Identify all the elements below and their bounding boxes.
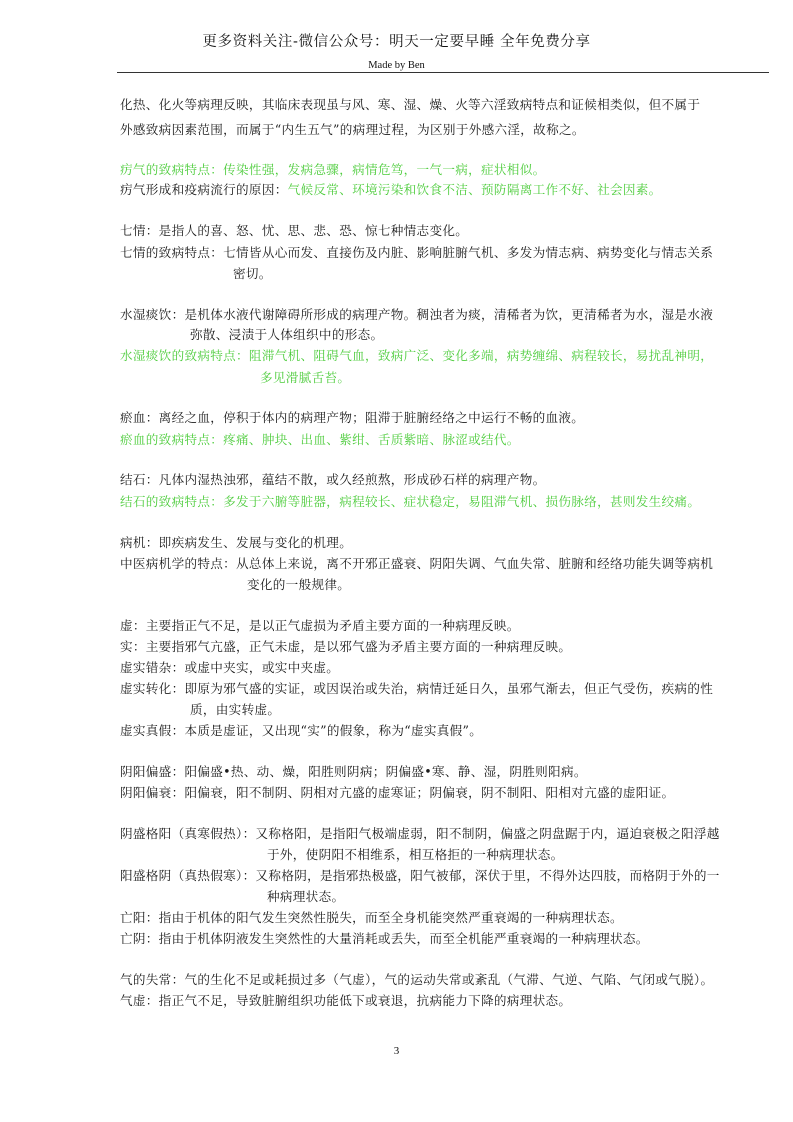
page-number: 3 (393, 1045, 400, 1057)
text-line: 化热、化火等病理反映，其临床表现虽与风、寒、湿、燥、火等六淫致病特点和证候相类似，但不属于 (120, 97, 701, 112)
text-line: 阳盛格阴（真热假寒）：又称格阴，是指邪热极盛，阳气被郁，深伏于里，不得外达四肢，而格阴于外的一 (120, 868, 720, 883)
text-line: 结石：凡体内湿热浊邪，蕴结不散，或久经煎熬，形成砂石样的病理产物。 (120, 472, 546, 487)
highlight-text: 气候反常、环境污染和饮食不洁、预防隔离工作不好、社会因素。 (287, 182, 662, 197)
text-line-label: 疠气形成和疫病流行的原因： (120, 182, 288, 197)
highlight-line: 疠气的致病特点：传染性强，发病急骤，病情危笃，一气一病，症状相似。 (120, 162, 546, 177)
text-line: 虚实错杂：或虚中夹实，或实中夹虚。 (120, 660, 340, 675)
text-line: 气的失常：气的生化不足或耗损过多（气虚），气的运动失常或紊乱（气滞、气逆、气陷、气闭或气脱）。 (120, 972, 714, 987)
text-line: 外感致病因素范围，而属于“内生五气”的病理过程，为区别于外感六淫，故称之。 (120, 122, 585, 137)
text-line: 实：主要指邪气亢盛，正气未虚，是以邪气盛为矛盾主要方面的一种病理反映。 (120, 639, 572, 654)
text-line: 种病理状态。 (267, 889, 345, 904)
text-line: 虚实转化：即原为邪气盛的实证，或因误治或失治，病情迁延日久，虽邪气渐去，但正气受伤，疾病的性 (120, 681, 714, 696)
text-line: 阴盛格阳（真寒假热）：又称格阳，是指阳气极端虚弱，阳不制阴，偏盛之阴盘踞于内，逼迫衰极之阳浮越 (120, 826, 720, 841)
text-line: 中医病机学的特点：从总体上来说，离不开邪正盛衰、阴阳失调、气血失常、脏腑和经络功能失调等病机 (120, 556, 714, 571)
text-line: 虚：主要指正气不足，是以正气虚损为矛盾主要方面的一种病理反映。 (120, 618, 520, 633)
header-title: 更多资料关注-微信公众号：明天一定要早睡 全年免费分享 (202, 34, 591, 50)
highlight-line: 水湿痰饮的致病特点：阻滞气机、阻碍气血，致病广泛、变化多端，病势缠绵、病程较长，易扰乱神明， (120, 348, 714, 363)
text-line: 亡阳：指由于机体的阳气发生突然性脱失，而至全身机能突然严重衰竭的一种病理状态。 (120, 910, 623, 925)
text-line: 瘀血：离经之血，停积于体内的病理产物；阻滞于脏腑经络之中运行不畅的血液。 (120, 410, 585, 425)
text-line: 密切。 (233, 266, 272, 281)
text-line: 水湿痰饮：是机体水液代谢障碍所形成的病理产物。稠浊者为痰，清稀者为饮，更清稀者为水，湿是水液 (120, 307, 714, 322)
text-line: 阴阳偏盛：阳偏盛•热、动、燥，阳胜则阴病；阴偏盛•寒、静、湿，阴胜则阳病。 (120, 764, 587, 779)
text-line: 质，由实转虚。 (190, 702, 281, 717)
text-line: 病机：即疾病发生、发展与变化的机理。 (120, 535, 353, 550)
text-line: 七情的致病特点：七情皆从心而发、直接伤及内脏、影响脏腑气机、多发为情志病、病势变化与情志关系 (120, 245, 714, 260)
highlight-line: 瘀血的致病特点：疼痛、肿块、出血、紫绀、舌质紫暗、脉涩或结代。 (120, 432, 520, 447)
text-line: 于外，使阴阳不相维系，相互格拒的一种病理状态。 (267, 847, 564, 862)
text-line: 亡阴：指由于机体阴液发生突然性的大量消耗或丢失，而至全机能严重衰竭的一种病理状态。 (120, 931, 649, 946)
text-line: 气虚：指正气不足，导致脏腑组织功能低下或衰退，抗病能力下降的病理状态。 (120, 993, 572, 1008)
text-line (120, 182, 662, 198)
highlight-line: 多见滑腻舌苔。 (260, 370, 351, 385)
header-subtitle: Made by Ben (368, 60, 425, 71)
text-line: 弥散、浸渍于人体组织中的形态。 (190, 327, 384, 342)
highlight-line: 结石的致病特点：多发于六腑等脏器，病程较长、症状稳定，易阻滞气机、损伤脉络，甚则发生绞痛。 (120, 494, 701, 509)
text-line: 阴阳偏衰：阳偏衰，阳不制阴、阴相对亢盛的虚寒证；阴偏衰，阴不制阳、阳相对亢盛的虚阳证。 (120, 785, 675, 800)
text-line: 七情：是指人的喜、怒、忧、思、悲、恐、惊七种情志变化。 (120, 223, 469, 238)
text-line: 虚实真假：本质是虚证，又出现“实”的假象，称为“虚实真假”。 (120, 723, 483, 738)
header-rule (117, 72, 769, 73)
text-line: 变化的一般规律。 (247, 577, 351, 592)
